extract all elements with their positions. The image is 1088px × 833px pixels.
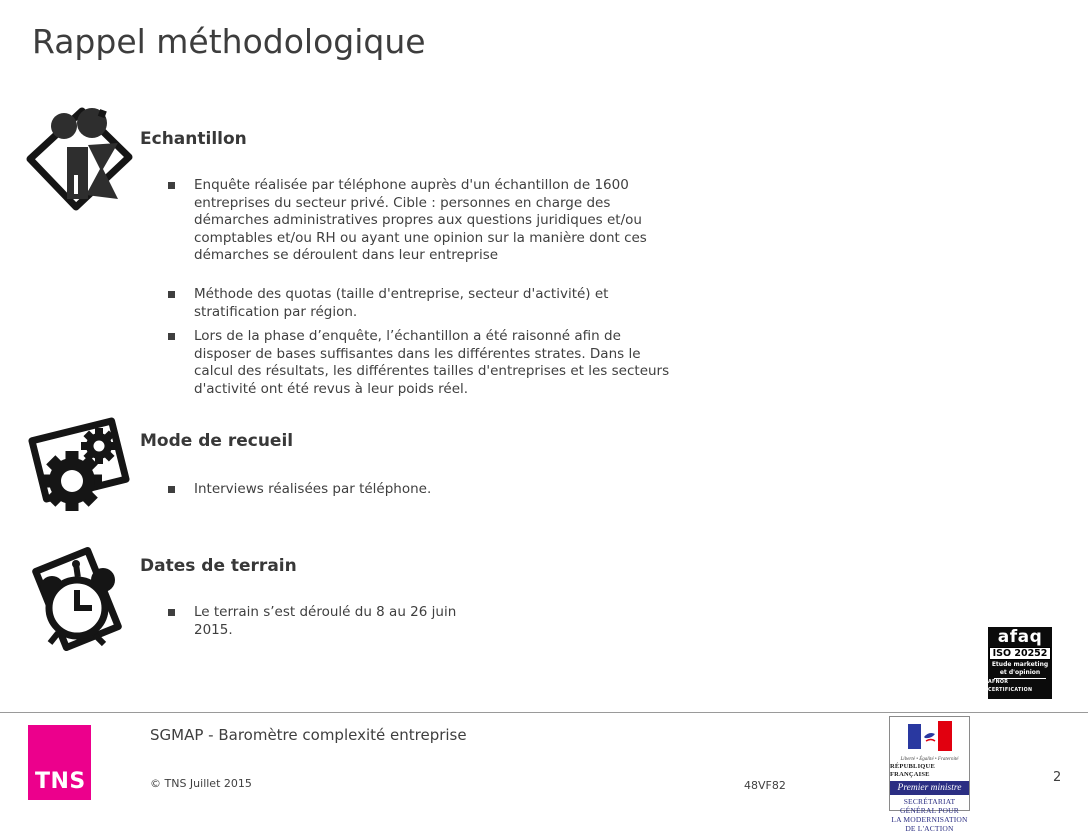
footer-report-title: SGMAP - Baromètre complexité entreprise [150,726,467,744]
gov-ministry-banner: Premier ministre [890,781,969,795]
bullet-text: Méthode des quotas (taille d'entreprise, secteur d'activité) et stratification par région. [194,286,609,320]
gov-line4: DE L'ACTION [905,824,954,833]
alarm-clock-icon [25,548,125,653]
marianne-flag-icon [907,721,953,756]
french-republic-logo [889,716,970,833]
bullet-text: Le terrain s’est déroulé du 8 au 26 juin 2015. [194,604,457,638]
afaq-certification-badge [988,627,1052,699]
bullet-text: Lors de la phase d’enquête, l’échantillon a été raisonné afin de disposer de bases suffisantes dans les différentes strates. Dans le calcul des résultats, les différentes tailles d'entreprises et les secteurs d'activité ont été revus à leur poids réel. [194,328,670,397]
afaq-line1: Etude marketing [991,661,1049,668]
gov-secretariat-lines [891,797,967,833]
section-heading-echantillon: Echantillon [140,129,247,149]
afaq-line2: et d'opinion [999,669,1041,676]
bullet-square-icon [168,486,175,493]
bullet-square-icon [168,182,175,189]
bullet-item [168,604,494,639]
footer-divider [0,712,1088,713]
afaq-iso-label: ISO 20252 [989,647,1052,660]
page-number: 2 [1053,770,1062,785]
bullet-item [168,177,672,265]
section-heading-dates: Dates de terrain [140,556,297,576]
tns-logo [28,725,91,800]
gears-icon [20,418,130,523]
bullet-square-icon [168,333,175,340]
gov-line1: SECRÉTARIAT [903,797,956,806]
afaq-brand-text: afaq [997,627,1043,647]
gov-republic-label: RÉPUBLIQUE FRANÇAISE [890,763,935,778]
tns-logo-text: TNS [35,769,86,794]
bullet-square-icon [168,609,175,616]
bullet-item [168,328,672,398]
gov-line2: GÉNÉRAL POUR [899,806,959,815]
page-title: Rappel méthodologique [32,22,426,61]
footer-reference-code: 48VF82 [744,779,786,792]
gov-motto: Liberté • Égalité • Fraternité [900,757,959,762]
section-heading-mode: Mode de recueil [140,431,294,451]
footer-copyright: © TNS Juillet 2015 [150,777,252,790]
bullet-item [168,286,672,321]
bullet-square-icon [168,291,175,298]
bullet-item [168,481,672,499]
afaq-footer-text: AFNOR CERTIFICATION [988,680,1033,693]
bullet-text: Interviews réalisées par téléphone. [194,481,432,497]
people-sample-icon [25,103,135,213]
bullet-text: Enquête réalisée par téléphone auprès d'un échantillon de 1600 entreprises du secteur privé. Cible : personnes en charge des démarches administratives propres aux questions juridiques et/ou comptables et/ou RH ou ayant une opinion sur la manière dont ces démarches se déroulent dans leur entreprise [194,177,647,263]
gov-line3: LA MODERNISATION [891,815,968,824]
